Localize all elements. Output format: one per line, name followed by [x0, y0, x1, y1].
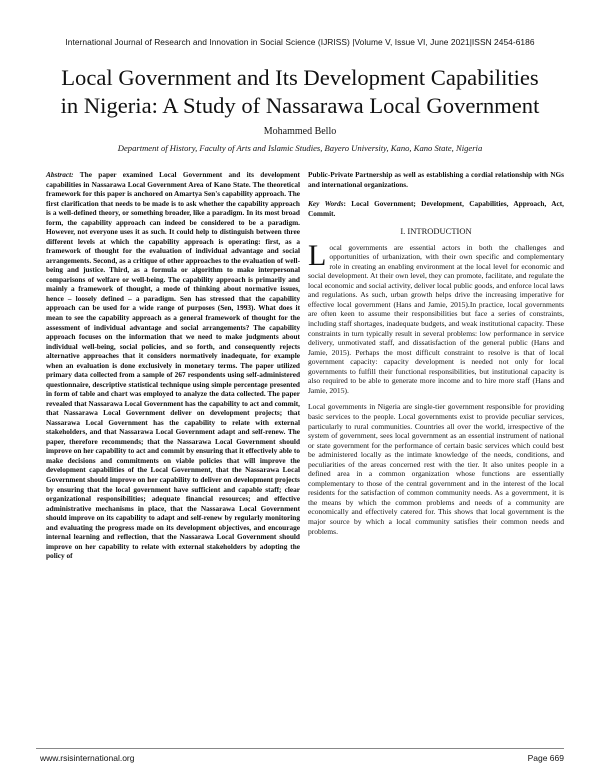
footer-website: www.rsisinternational.org: [40, 753, 135, 763]
keywords-label: Key Words: [308, 199, 344, 209]
footer-page-number: Page 669: [527, 753, 564, 763]
title-line-2: in Nigeria: A Study of Nassarawa Local Government: [60, 93, 540, 118]
paper-title: [30, 64, 570, 120]
journal-header: International Journal of Research and Innovation in Social Science (IJRISS) |Volume V, Issue VI, June 2021|ISSN 2454-6186: [65, 37, 535, 47]
title-line-1: Local Government and Its Development Capabilities: [61, 65, 539, 90]
abstract-text: The paper examined Local Government and its development capabilities in Nassarawa Local Government Area of Kano State. The theoretical framework for this paper is anchored on Amartya Sen's capability approach. The first clarification that needs to be made is to ask whether the capability approach is a well-defined theory, or something broader, like a paradigm. In its most broad form, the capability approach can indeed be considered to be a paradigm. However, not everyone uses it as such. It could help to distinguish between three different levels at which the capability approach is operating: first, as a framework of thought for the evaluation of individual advantage and social arrangements. Second, as a critique of other approaches to the evaluation of well-being and justice. Third, as a formula or algorithm to make interpersonal comparisons of welfare or well-being. The capability approach is primarily and mainly a framework of thought, a mode of thinking about normative issues, hence – loosely defined – a paradigm. Sen has stressed that the capability approach can be used for a wide range of purposes (Sen, 1993). What does it mean to see the capability approach as a general framework of thought for the assessment of individual advantage and social arrangements? The capability approach focuses on the information that we need to make judgments about individual well-being, social policies, and so forth, and consequently rejects alternative approaches that it considers normatively inadequate, for example when an evaluation is done exclusively in monetary terms. The paper utilized primary data collected from a sample of 267 respondents using self-administered questionnaire, descriptive statistical technique using simple percentage presented in form of table and chart was employed to analyze the data collected. The paper revealed that Nassarawa Local Government has the capability to act and commit, that Nassarawa Local Government deliver on development projects; that Nassarawa Local Government has the capability to relate with external stakeholders, and that Nassarawa Local Government adapt and self-renew. The paper, therefore recommends; that the Nassarawa Local Government should improve on her capability to act and commit by ensuring that it effectively able to make decisions and commitments on viable policies that will improve the development capabilities of the Local Government, that the Nassarawa Local Government should improve on her capability to deliver on development projects by ensuring that the local government have sufficient and capable staff; clear organizational responsibilities; adequate financial resources; and effective administrative mechanisms in place, that the Nassarawa Local Government should improve on its capability to adapt and self-renew by regularly monitoring and evaluating the progress made on its development objectives, and encourage internal learning and reflection, that the Nassarawa Local Government should improve on her capability to relate with external stakeholders by adopting the policy of: [46, 170, 300, 561]
author-affiliation: Department of History, Faculty of Arts and Islamic Studies, Bayero University, Kano, Kano State, Nigeria: [117, 143, 483, 153]
footer-divider: [36, 748, 564, 749]
keywords: [308, 199, 564, 218]
intro-paragraph-2: Local governments in Nigeria are single-tier government responsible for providing basic services to the people. Local governments exist to provide peculiar services, particularly to rural communities. Countries all over the world, irrespective of the system of government, sees local government as an essential instrument of national or state government for the performance of certain basic services which could best be administered locally as the intimate knowledge of the needs, conditions, and peculiarities of the areas concerned rest with the tier. It also unites people in a defined area in a common organization whose functions are essentially complementary to those of the central government and in the interest of the local residents for the satisfaction of common community needs. As a government, it is the means by which the common problems and needs of a community are economically and effectively catered for. This shows that local government is the major source by which a local community satisfies their common needs and problems.: [308, 402, 564, 536]
intro-paragraph-1: [308, 238, 564, 396]
left-column: [46, 170, 300, 561]
abstract: [46, 170, 300, 561]
abstract-continuation: Public-Private Partnership as well as establishing a cordial relationship with NGs and international organizations.: [308, 170, 564, 189]
section-heading-introduction: I. INTRODUCTION: [400, 226, 472, 237]
right-column: [308, 170, 564, 536]
abstract-label: Abstract:: [46, 170, 74, 179]
drop-cap: L: [308, 238, 327, 272]
keywords-text: : Local Government; Development, Capabilities, Approach, Act, Commit.: [308, 199, 564, 218]
intro-paragraph-1-text: ocal governments are essential actors in both the challenges and opportunities of urbanization, with their own specific and complementary role in creating an enabling environment at the local level for economic and social development. At their own level, they can promote, facilitate, and regulate the local economic and social activity, deliver local public goods, and enforce local laws and regulations. As such, urban growth helps drive the increasing imperative for effective local government (Hans and Jamie, 2015).In practice, local governments are often keen to assume their responsibilities but face a series of constraints, including staff shortages, inadequate budgets, and weak institutional capacity. These constraints in turn typically result in several problems: low performance in service delivery, unmotivated staff, and dissatisfaction of the general public (Hans and Jamie, 2015). Perhaps the most difficult constraint to resolve is that of local government capacity: capacity development is needed not only for local governments to fulfill their functional responsibilities, but institutional capacity is also required to be able to generate more income and to hire more staff (Hans and Jamie, 2015).: [308, 242, 564, 395]
author-name: Mohammed Bello: [263, 126, 337, 137]
